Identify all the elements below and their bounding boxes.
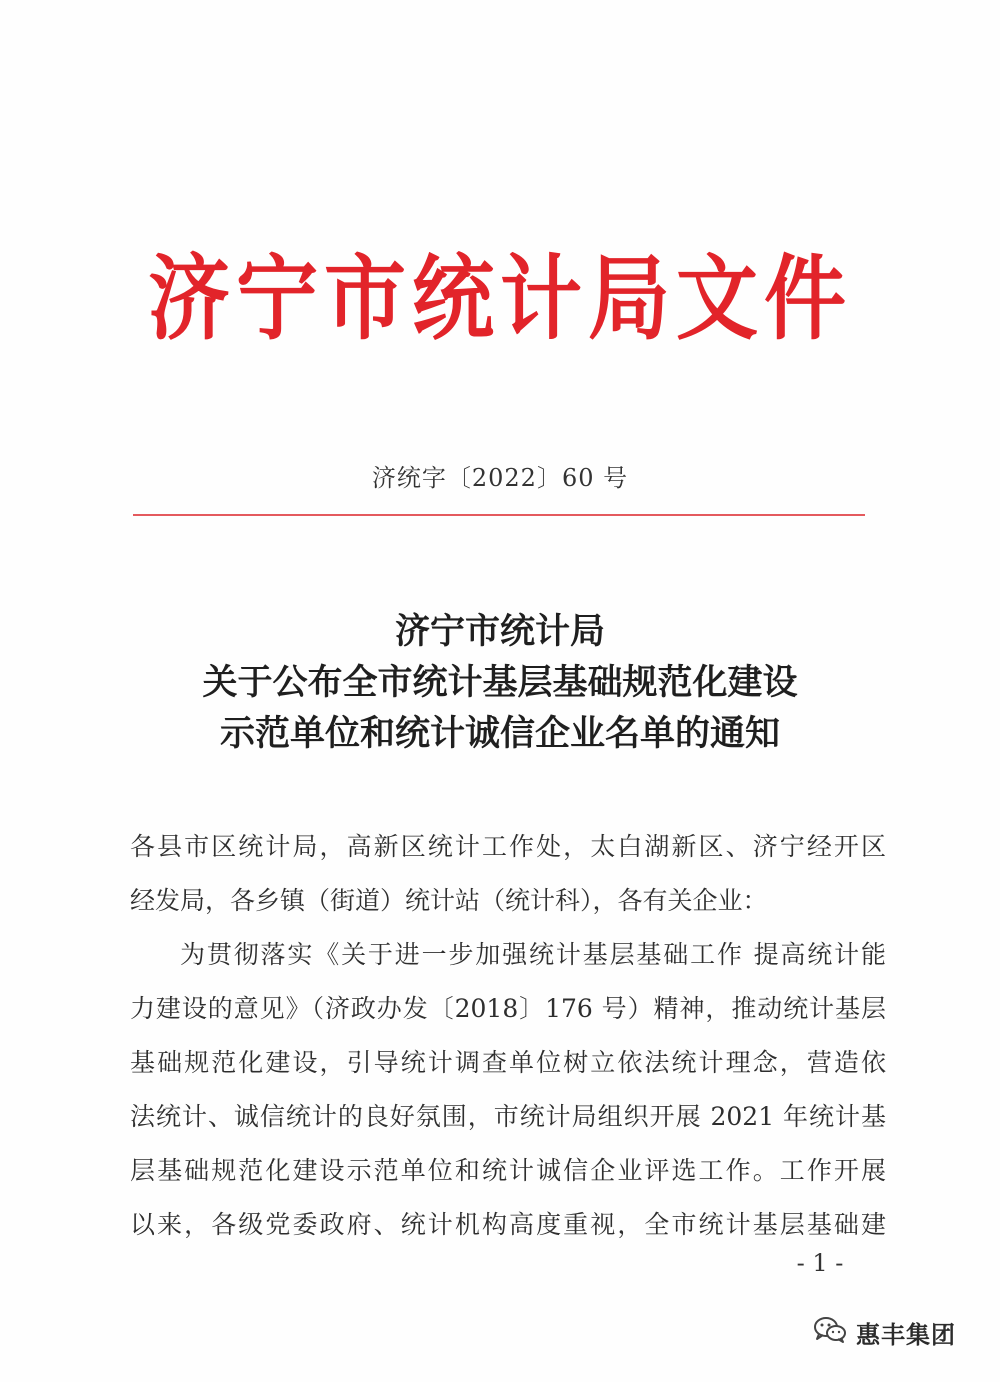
notice-title-line: 关于公布全市统计基层基础规范化建设 [202,662,798,703]
notice-title-line: 示范单位和统计诚信企业名单的通知 [219,713,780,754]
notice-title [0,606,1000,759]
wechat-icon [812,1315,848,1349]
body-line: 法统计、诚信统计的良好氛围，市统计局组织开展 2021 年统计基 [130,1102,886,1131]
red-divider [133,514,865,516]
notice-title-line: 济宁市统计局 [394,611,605,652]
body-line: 力建设的意见》（济政办发〔2018〕176 号）精神，推动统计基层 [130,994,886,1023]
body-line: 为贯彻落实《关于进一步加强统计基层基础工作 提高统计能 [180,940,886,969]
body-line: 基础规范化建设，引导统计调查单位树立依法统计理念，营造依 [130,1048,886,1077]
body-line: 层基础规范化建设示范单位和统计诚信企业评选工作。工作开展 [130,1156,886,1185]
notice-body [130,820,886,1252]
body-line: 以来，各级党委政府、统计机构高度重视，全市统计基层基础建 [130,1210,886,1239]
page-number: - 1 - [796,1249,844,1277]
body-line-addressees: 经发局，各乡镇（街道）统计站（统计科），各有关企业： [130,886,768,915]
watermark-text: 惠丰集团 [856,1320,956,1349]
document-header-title: 济宁市统计局文件 [147,245,852,353]
body-line-addressees: 各县市区统计局，高新区统计工作处，太白湖新区、济宁经开区 [130,832,886,861]
document-number: 济统字〔2022〕60 号 [371,464,629,492]
watermark [812,1312,956,1352]
